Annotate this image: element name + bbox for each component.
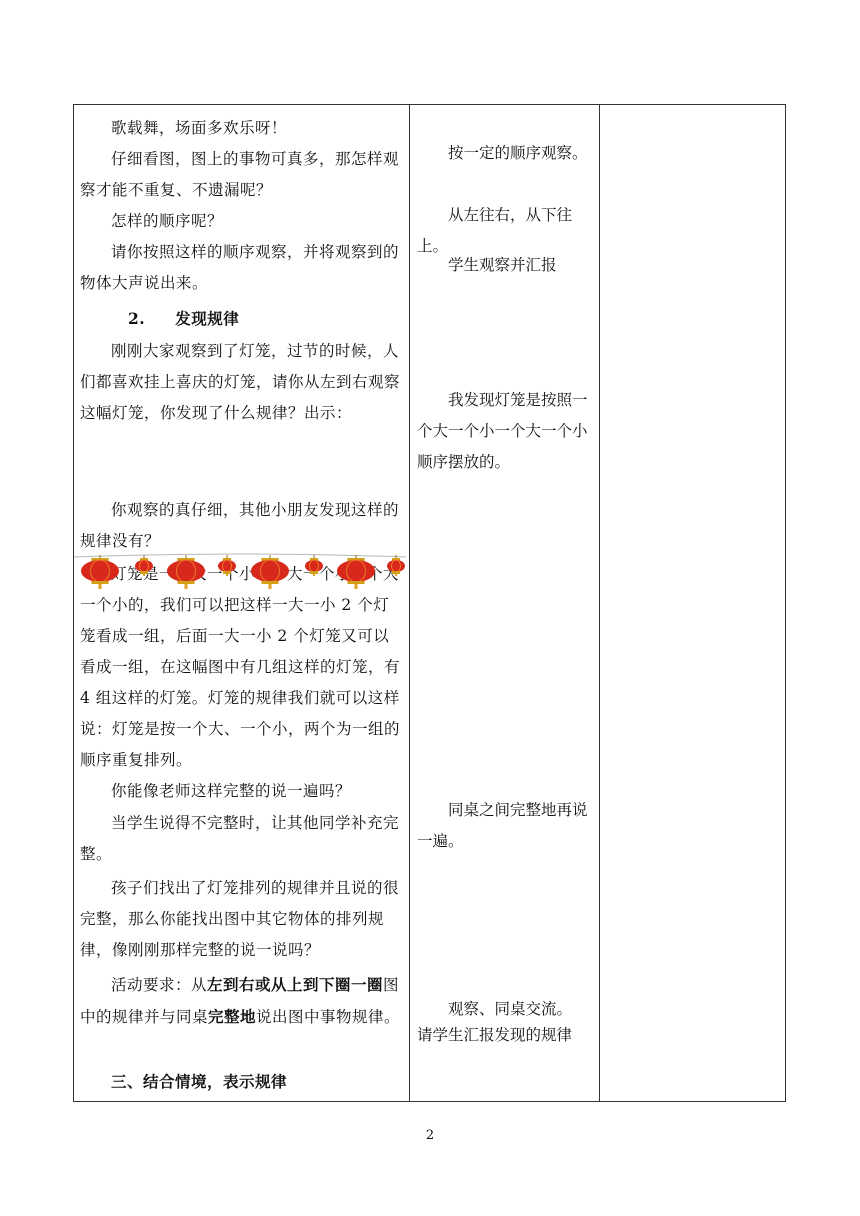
large-lantern: [167, 555, 205, 589]
activity-requirement: 活动要求：从左到右或从上到下圈一圈图中的规律并与同桌完整地说出图中事物规律。: [80, 975, 401, 1026]
paragraph: 孩子们找出了灯笼排列的规律并且说的很完整，那么你能找出图中其它物体的排列规律，像刚刚那样完整的说一说吗？: [80, 879, 400, 959]
column-divider-2: [599, 105, 600, 1101]
large-lantern: [251, 555, 289, 589]
small-lantern: [218, 555, 236, 576]
paragraph: 怎样的顺序呢？: [111, 212, 224, 230]
paragraph: 观察、同桌交流。: [448, 1000, 573, 1018]
column-divider-1: [409, 105, 410, 1101]
small-lantern: [135, 555, 153, 576]
large-lantern: [81, 555, 119, 589]
section-number: 2.: [128, 309, 146, 328]
small-lantern: [387, 555, 405, 576]
paragraph: 灯笼是一个大一个小一个大一个小一个大一个小的，我们可以把这样一大一小 2 个灯笼看成一组，后面一大一小 2 个灯笼又可以看成一组，在这幅图中有几组这样的灯笼，有 4 组这样的灯笼。灯笼的规律我们就可以这样说：灯笼是按一个大、一个小，两个为一组的顺序重复排列。: [80, 565, 401, 769]
paragraph: 学生观察并汇报: [448, 256, 557, 274]
paragraph: 歌载舞，场面多欢乐呀！: [111, 119, 288, 137]
small-lantern: [305, 555, 323, 576]
paragraph: 从左往右，从下往上。: [417, 206, 573, 255]
section-heading: 三、结合情境，表示规律: [111, 1072, 288, 1091]
paragraph: 请学生汇报发现的规律: [417, 1026, 573, 1044]
lanterns-image: [74, 553, 406, 593]
lesson-table: [73, 104, 786, 1102]
section-title: 发现规律: [175, 309, 240, 328]
paragraph: 你观察的真仔细，其他小朋友发现这样的规律没有？: [80, 501, 400, 550]
paragraph: 请你按照这样的顺序观察，并将观察到的物体大声说出来。: [80, 243, 400, 292]
paragraph: 当学生说得不完整时，让其他同学补充完整。: [80, 814, 400, 863]
paragraph: 刚刚大家观察到了灯笼，过节的时候，人们都喜欢挂上喜庆的灯笼，请你从左到右观察这幅灯笼，你发现了什么规律？出示：: [80, 342, 401, 422]
paragraph: 你能像老师这样完整的说一遍吗？: [111, 782, 352, 800]
page-number: 2: [425, 1128, 435, 1143]
paragraph: 按一定的顺序观察。: [448, 144, 588, 162]
paragraph: 我发现灯笼是按照一个大一个小一个大一个小顺序摆放的。: [417, 391, 588, 471]
section-heading: [80, 303, 402, 334]
paragraph: 仔细看图，图上的事物可真多，那怎样观察才能不重复、不遗漏呢？: [80, 150, 400, 199]
large-lantern: [337, 555, 375, 589]
paragraph: 同桌之间完整地再说一遍。: [417, 801, 588, 850]
